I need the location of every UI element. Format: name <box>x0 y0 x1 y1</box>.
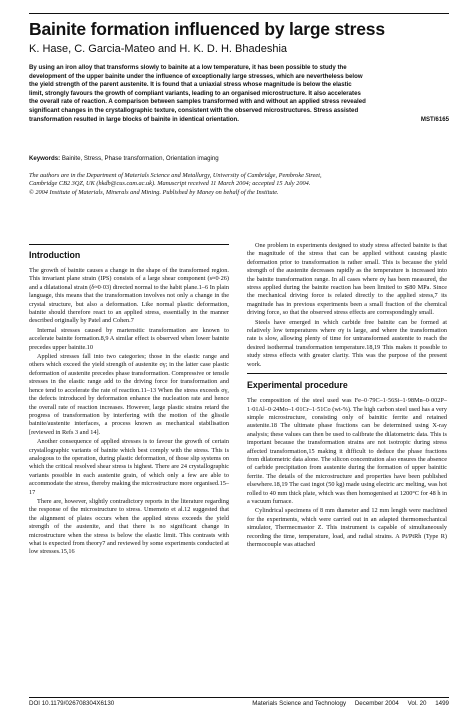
section-heading-introduction: Introduction <box>29 244 229 261</box>
paragraph: The growth of bainite causes a change in the shape of the transformed region. This invariant plane strain (IPS) consists of a large shear component (s≈0·26) and a dilatational strain (δ≈0·03) directed normal to the habit plane.1–6 In plain language, this means that the transformation involves not only a change in the crystal structure, but also a deformation. Like normal plastic deformation, bainite should therefore react to an applied stress, essentially in the manner described originally by Patel and Cohen.7 <box>29 267 229 325</box>
affiliation-line: © 2004 Institute of Materials, Minerals and Mining. Published by Maney on behalf of the Institute. <box>29 188 279 196</box>
abstract <box>29 64 449 124</box>
affiliation-note <box>29 172 449 197</box>
paragraph: Cylindrical specimens of 8 mm diameter and 12 mm length were machined for the experiments, which were carried out in an adapted thermomechanical simulator, Thermecmastor Z. This instrument is capable of simultaneously recording the time, temperature, load, and radial strains. A Pt/PtRh (Type R) thermocouple was attached <box>247 507 447 548</box>
section-divider <box>247 373 447 374</box>
article-title: Bainite formation influenced by large stress <box>29 19 385 39</box>
paragraph: There are, however, slightly contradictory reports in the literature regarding the response of the microstructure to stress. Umemoto et al.12 suggested that the alignment of plates occurs when the applied stress exceeds the yield strength of the austenite, and that there is no significant change in microstructure when the stress is below the elastic limit. This contrasts with what is expected from theory7 and reviewed by some experiments conducted at low stresses.15,16 <box>29 497 229 556</box>
paragraph: Applied stresses fall into two categories; those in the elastic range and others which exceed the yield strength of austenite σγ; in the latter case plastic deformation of austenite precedes phase transformation. Compressive or tensile stresses in the elastic range add to the driving force for transformation and hence tend to accelerate the rate of reaction.11–13 When the stress exceeds σγ, the defects introduced by deformation enhance the nucleation rate and hence the overall rate of reaction increases. However, large plastic strains retard the progress of transformation by interfering with the motion of the glissile bainite/austenite interfaces, a process known as mechanical stabilisation [reviewed in Refs 3 and 14]. <box>29 353 229 436</box>
abstract-line: the yield strength of the parent austenite. It is found that a uniaxial stress whose magnitude is below the elastic <box>29 81 352 89</box>
footer-volume: Vol. 20 <box>407 700 427 707</box>
paragraph: Steels have emerged in which carbide free bainite can be formed at relatively low temperatures where σγ is large, and where the transformation rate is slow, allowing plenty of time for untransformed austenite to reach the desired isothermal transformation temperature.18,19 This makes it possible to study stress effects with greater clarity. This was the purpose of the present work. <box>247 318 447 368</box>
affiliation-line: The authors are in the Department of Materials Science and Metallurgy, University of Cambridge, Pembroke Street, <box>29 172 322 179</box>
footer-journal: Materials Science and Technology <box>252 700 347 707</box>
paragraph: Another consequence of applied stresses is to favour the growth of certain crystallographic variants of bainite which best comply with the stress. This is analogous to the operation, during plastic deformation, of those slip systems on which the critical resolved shear stress is highest. There are 24 crystallographic variants possible in each austenite grain, of which only a few are able to accommodate the stress, thereby making the microstructure more organised.15–17 <box>29 438 229 496</box>
affiliation-line: Cambridge CB2 3QZ, UK (hkdb@cus.cam.ac.uk). Manuscript received 11 March 2004; accepted 15 July 2004. <box>29 180 311 188</box>
abstract-code: MST/6165 <box>420 115 449 123</box>
paragraph: Internal stresses caused by martensitic transformation are known to accelerate bainite formation.8,9 A similar effect is observed when lower bainite precedes upper bainite.10 <box>29 326 229 351</box>
abstract-line: By using an iron alloy that transforms slowly to bainite at a low temperature, it has been possible to study the <box>29 64 347 71</box>
right-column <box>247 242 447 550</box>
abstract-line: significant changes in the crystallographic texture, consistent with the observed microstructures. Stress assisted <box>29 106 359 114</box>
footer-citation <box>245 700 449 707</box>
section-heading-experimental: Experimental procedure <box>247 380 348 391</box>
top-rule <box>29 13 449 14</box>
footer-rule <box>29 697 449 698</box>
paragraph: One problem in experiments designed to study stress affected bainite is that the magnitude of the stress that can be applied without causing plastic deformation prior to transformation is rather small. This is because the yield strength of the austenite decreases rapidly as the temperature is increased into the bainite transformation range. In all cases where σγ has been measured, the stress applied during the bainite reaction has been limited to ≲80 MPa. Since the mechanical driving force is related directly to the applied stress,7 its magnitude has in previous experiments been a small fraction of the chemical driving force, so that the observed stress effects are correspondingly small. <box>247 242 447 317</box>
footer-date: December 2004 <box>354 700 399 707</box>
footer-page-number: 1499 <box>435 700 449 707</box>
abstract-line: transformation resulted in large blocks of bainite in identical orientation. <box>29 115 239 123</box>
abstract-last-line <box>29 116 449 125</box>
keywords-list: Bainite, Stress, Phase transformation, Orientation imaging <box>61 155 219 162</box>
left-column <box>29 242 229 558</box>
article-authors: K. Hase, C. Garcia-Mateo and H. K. D. H. Bhadeshia <box>29 43 288 55</box>
keywords-label: Keywords: <box>29 155 61 162</box>
keywords <box>29 155 449 163</box>
abstract-line: the overall rate of reaction. A comparison between samples transformed with and without an applied stress revealed <box>29 98 366 106</box>
abstract-line: development of the upper bainite under the influence of exceptionally large stresses, which are nevertheless below <box>29 72 363 80</box>
abstract-line: limit, strongly favours the growth of compliant variants, leading to an organised microstructure. It also accelerates <box>29 89 361 97</box>
paragraph: The composition of the steel used was Fe–0·79C–1·56Si–1·98Mn–0·002P–1·01Al–0·24Mo–1·01Cr–1·51Co (wt-%). The high carbon steel used has a very simple microstructure, consisting only of bainitic ferrite and retained austenite.18 The ultimate phase fractions can be determined using X-ray analysis; these values can then be used to calibrate the dilatometric data. This is important because the transformation strains are not isotropic during stress affected transformation,15 making it difficult to deduce the phase fractions from dilatometric data alone. The silicon concentration also ensures the absence of carbide precipitation from austenite during the formation of upper bainitic ferrite. The details of the microstructure and properties have been published elsewhere.18,19 The cast ingot (50 kg) made using electric arc melting, was hot rolled to 40 mm thick plate, which was then homogenised at 1200°C for 48 h in a vacuum furnace. <box>247 397 447 505</box>
footer-doi: DOI 10.1179/026708304X6130 <box>29 700 115 707</box>
